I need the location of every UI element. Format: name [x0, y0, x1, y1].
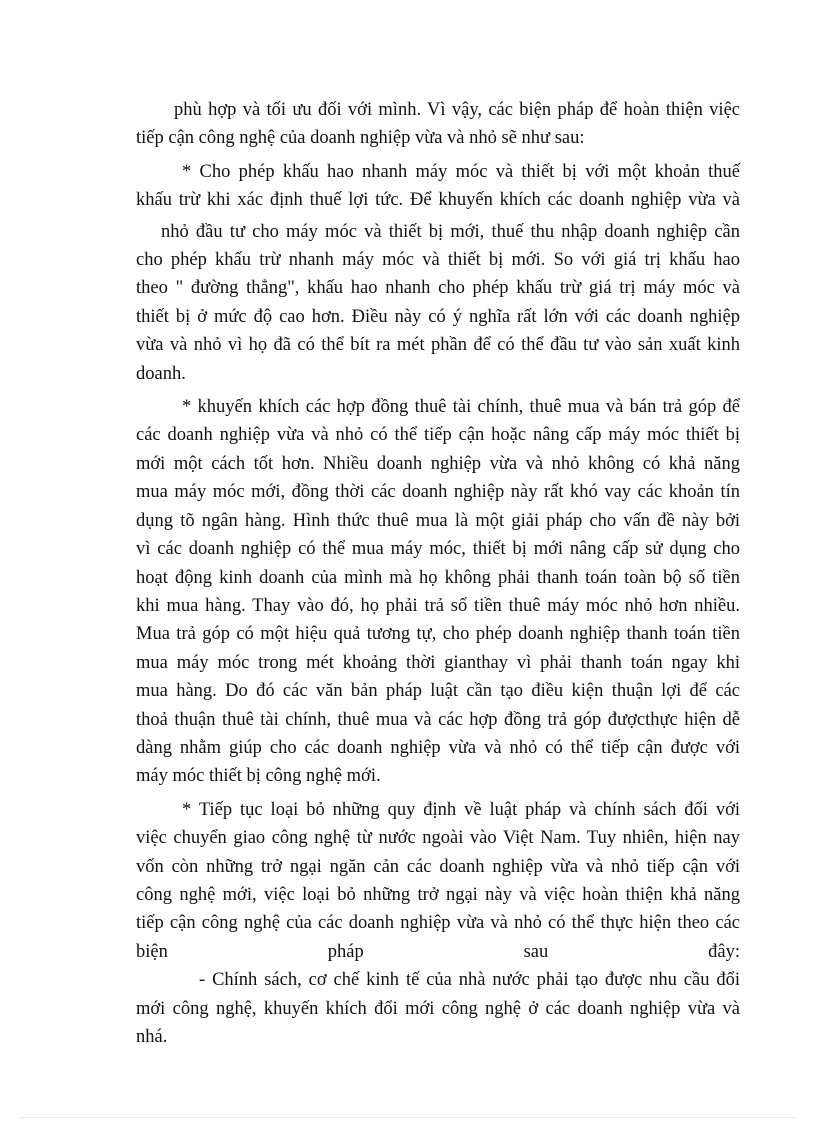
- text-line: công nghệ mới, việc loại bỏ những trở ngại này và việc hoàn thiện khả năng: [136, 884, 740, 905]
- text-line: nhỏ đầu tư cho máy móc và thiết bị mới, thuế thu nhập doanh nghiệp cần: [161, 221, 740, 242]
- document-body: [136, 96, 740, 1051]
- text-line: tiếp cận công nghệ của các doanh nghiệp vừa và nhỏ có thể thực hiện theo các: [136, 913, 740, 934]
- text-line: - Chính sách, cơ chế kinh tế của nhà nước phải tạo được nhu cầu đổi: [199, 970, 740, 991]
- text-line: máy móc thiết bị công nghệ mới.: [136, 766, 381, 787]
- text-line: mới công nghệ, khuyến khích đổi mới công nghệ ở các doanh nghiệp vừa và: [136, 998, 740, 1019]
- text-line: * Cho phép khấu hao nhanh máy móc và thiết bị với một khoản thuế: [182, 161, 740, 182]
- text-line: phù hợp và tối ưu đối với mình. Vì vậy, các biện pháp để hoàn thiện việc: [174, 100, 740, 120]
- text-line: mua máy móc mới, đồng thời các doanh nghiệp này rất khó vay các khoản tín: [136, 482, 740, 503]
- text-line: tiếp cận công nghệ của doanh nghiệp vừa và nhỏ sẽ như sau:: [136, 128, 585, 149]
- text-line: * Tiếp tục loại bỏ những quy định về luật pháp và chính sách đối với: [182, 799, 740, 820]
- page-bottom-rule: [20, 1117, 796, 1118]
- text-line: cho phép khấu trừ nhanh máy móc và thiết bị mới. So với giá trị khấu hao: [136, 250, 740, 271]
- text-line: hoạt động kinh doanh của mình mà họ không phải thanh toán toàn bộ số tiền: [136, 567, 740, 588]
- text-line: vừa và nhỏ vì họ đã có thể bít ra mét phần để có thể đầu tư vào sản xuất kinh: [136, 335, 740, 356]
- text-line: dụng tõ ngân hàng. Hình thức thuê mua là một giải pháp cho vấn đề này bởi: [136, 510, 740, 531]
- text-line: biện pháp sau đây:: [136, 941, 740, 962]
- text-line: thiết bị ở mức độ cao hơn. Điều này có ý nghĩa rất lớn với các doanh nghiệp: [136, 306, 740, 327]
- text-line: nhá.: [136, 1027, 168, 1047]
- text-line: vì các doanh nghiệp có thể mua máy móc, thiết bị mới nâng cấp sử dụng cho: [136, 539, 740, 560]
- text-line: các doanh nghiệp vừa và nhỏ có thể tiếp cận hoặc nâng cấp máy móc thiết bị: [136, 425, 740, 446]
- text-line: thoả thuận thuê tài chính, thuê mua và các hợp đồng trả góp đượcthực hiện dễ: [136, 709, 740, 730]
- text-line: mua máy móc trong mét khoảng thời gianthay vì phải thanh toán ngay khi: [136, 652, 740, 673]
- text-line: Mua trả góp có một hiệu quả tương tự, cho phép doanh nghiệp thanh toán tiền: [136, 624, 740, 645]
- text-line: * khuyến khích các hợp đồng thuê tài chính, thuê mua và bán trả góp để: [182, 397, 740, 418]
- text-line: khấu trừ khi xác định thuế lợi tức. Để khuyến khích các doanh nghiệp vừa và: [136, 190, 740, 211]
- text-line: khi mua hàng. Thay vào đó, họ phải trả số tiền thuê máy móc nhỏ hơn nhiều.: [136, 595, 740, 616]
- text-line: việc chuyển giao công nghệ từ nước ngoài vào Việt Nam. Tuy nhiên, hiện nay: [136, 828, 740, 849]
- text-line: mua hàng. Do đó các văn bản pháp luật cần tạo điều kiện thuận lợi để các: [136, 681, 740, 702]
- text-line: mới một cách tốt hơn. Nhiều doanh nghiệp vừa và nhỏ không có khả năng: [136, 453, 740, 474]
- text-line: theo " đường thẳng", khấu hao nhanh cho phép khấu trừ giá trị máy móc và: [136, 278, 740, 299]
- text-line: vốn còn những trở ngại ngăn cản các doanh nghiệp vừa và nhỏ tiếp cận với: [136, 856, 740, 877]
- text-line: dàng nhằm giúp cho các doanh nghiệp vừa và nhỏ có thể tiếp cận được với: [136, 737, 740, 758]
- text-line: doanh.: [136, 363, 186, 384]
